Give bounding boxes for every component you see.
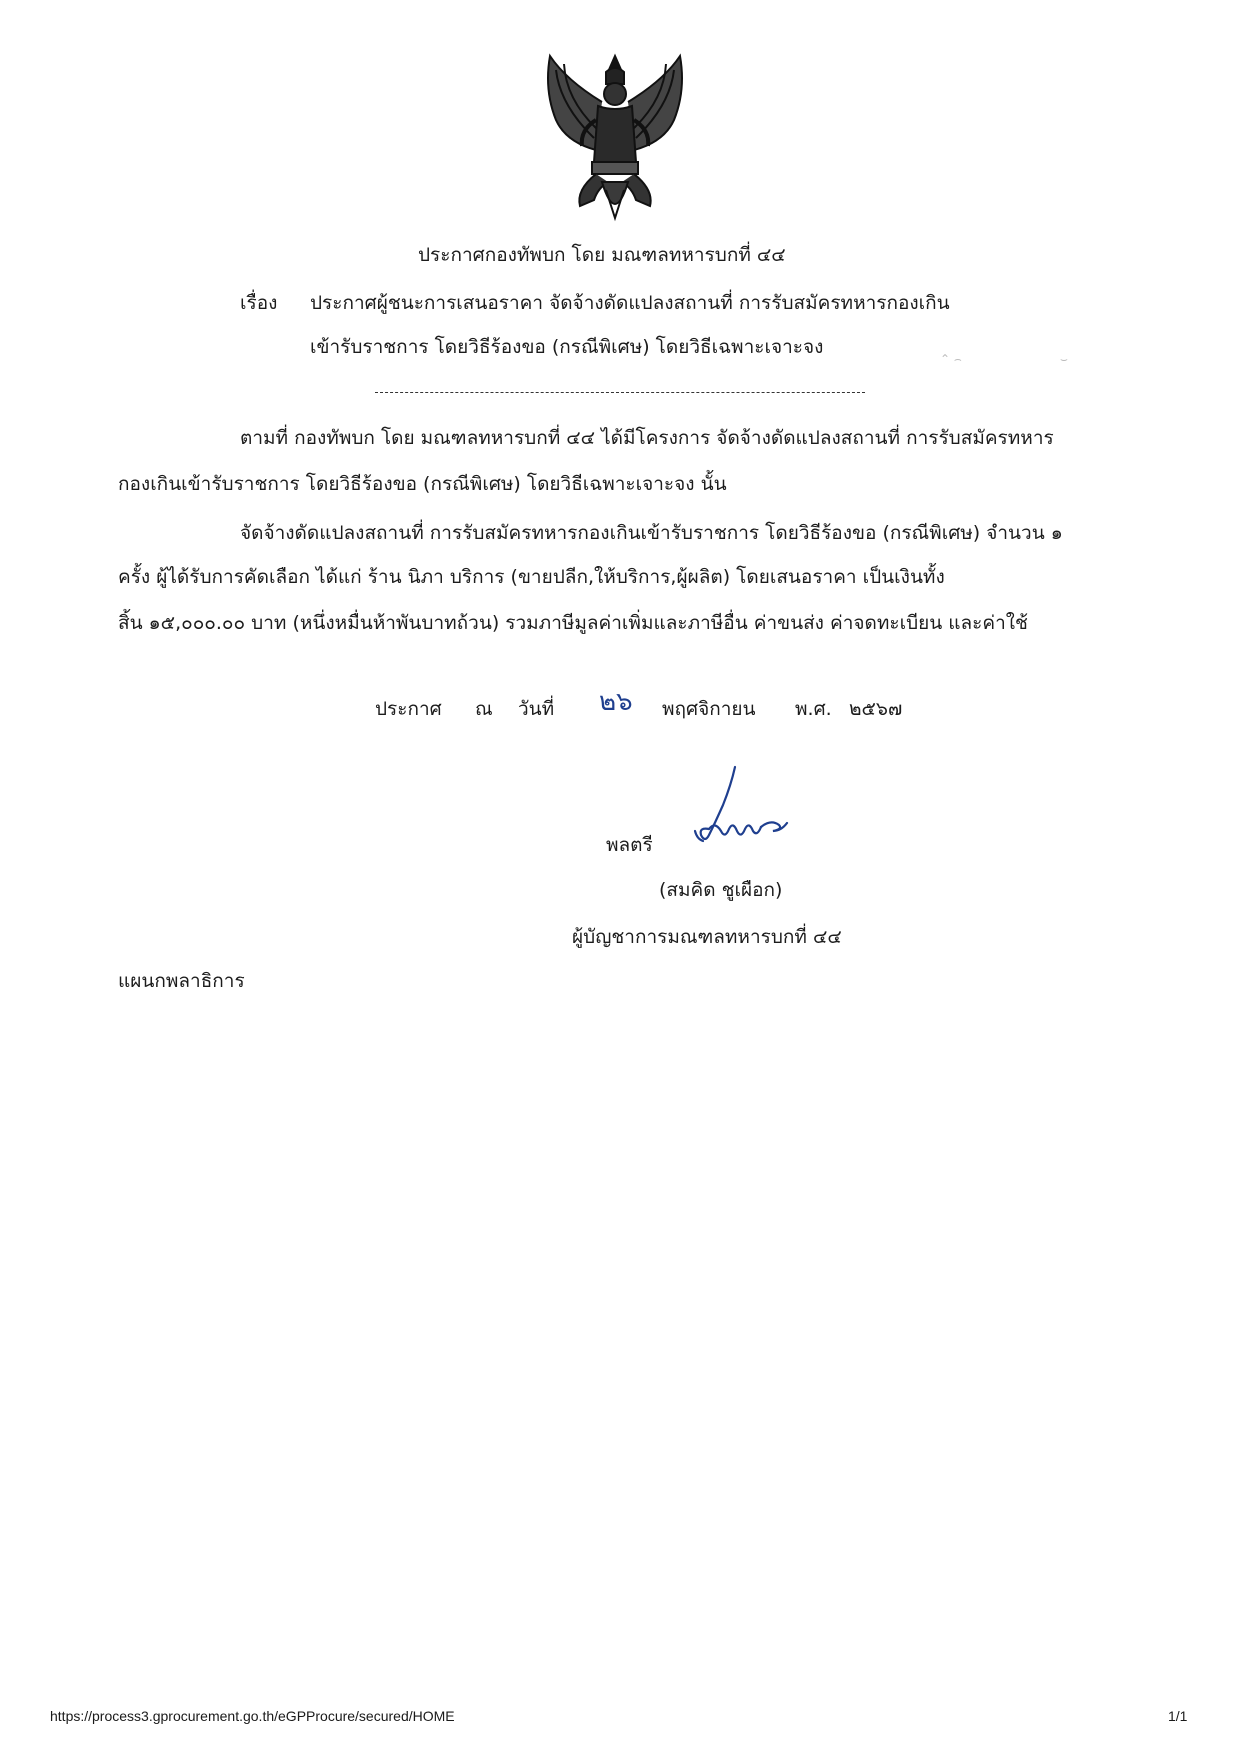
date-at: ณ xyxy=(475,698,493,720)
paragraph-2-line-2: ครั้ง ผู้ได้รับการคัดเลือก ได้แก่ ร้าน นิภา บริการ (ขายปลีก,ให้บริการ,ผู้ผลิต) โดยเสนอราคา เป็นเงินทั้ง xyxy=(118,566,945,588)
dashed-divider xyxy=(375,392,865,393)
subject-line-1: ประกาศผู้ชนะการเสนอราคา จัดจ้างดัดแปลงสถานที่ การรับสมัครทหารกองเกิน xyxy=(310,292,950,314)
date-day-label: วันที่ xyxy=(518,698,555,720)
subject-label: เรื่อง xyxy=(240,292,278,314)
day-value: ๒๖ xyxy=(599,687,633,717)
signer-position: ผู้บัญชาการมณฑลทหารบกที่ ๔๔ xyxy=(572,926,842,948)
paragraph-1-line-1: ตามที่ กองทัพบก โดย มณฑลทหารบกที่ ๔๔ ได้มีโครงการ จัดจ้างดัดแปลงสถานที่ การรับสมัครทหาร xyxy=(240,427,1054,449)
document-title: ประกาศกองทัพบก โดย มณฑลทหารบกที่ ๔๔ xyxy=(418,244,786,266)
date-month: พฤศจิกายน xyxy=(662,698,756,720)
handwritten-day xyxy=(597,682,637,718)
date-era: พ.ศ. xyxy=(795,698,832,720)
department-label: แผนกพลาธิการ xyxy=(118,970,245,992)
footer-page-number: 1/1 xyxy=(1168,1708,1188,1724)
garuda-emblem-icon xyxy=(536,50,694,228)
paragraph-2-line-1: จัดจ้างดัดแปลงสถานที่ การรับสมัครทหารกองเกินเข้ารับราชการ โดยวิธีร้องขอ (กรณีพิเศษ) จำนวน ๑ xyxy=(240,522,1063,544)
scan-smudge: ⌃ ⌢ xyxy=(940,352,962,366)
scan-smudge: ⌣ xyxy=(1060,352,1068,366)
footer-url: https://process3.gprocurement.go.th/eGPProcure/secured/HOME xyxy=(50,1708,455,1724)
paragraph-1-line-2: กองเกินเข้ารับราชการ โดยวิธีร้องขอ (กรณีพิเศษ) โดยวิธีเฉพาะเจาะจง นั้น xyxy=(118,473,727,495)
date-year: ๒๕๖๗ xyxy=(849,698,903,720)
signer-name: (สมคิด ชูเผือก) xyxy=(659,879,783,901)
paragraph-2-line-3: สิ้น ๑๕,๐๐๐.๐๐ บาท (หนึ่งหมื่นห้าพันบาทถ้วน) รวมภาษีมูลค่าเพิ่มและภาษีอื่น ค่าขนส่ง ค่าจดทะเบียน และค่าใช้ xyxy=(118,612,1028,634)
subject-line-2: เข้ารับราชการ โดยวิธีร้องขอ (กรณีพิเศษ) โดยวิธีเฉพาะเจาะจง xyxy=(310,336,824,358)
signer-rank: พลตรี xyxy=(606,834,653,856)
handwritten-signature xyxy=(685,765,795,855)
date-announce: ประกาศ xyxy=(375,698,442,720)
